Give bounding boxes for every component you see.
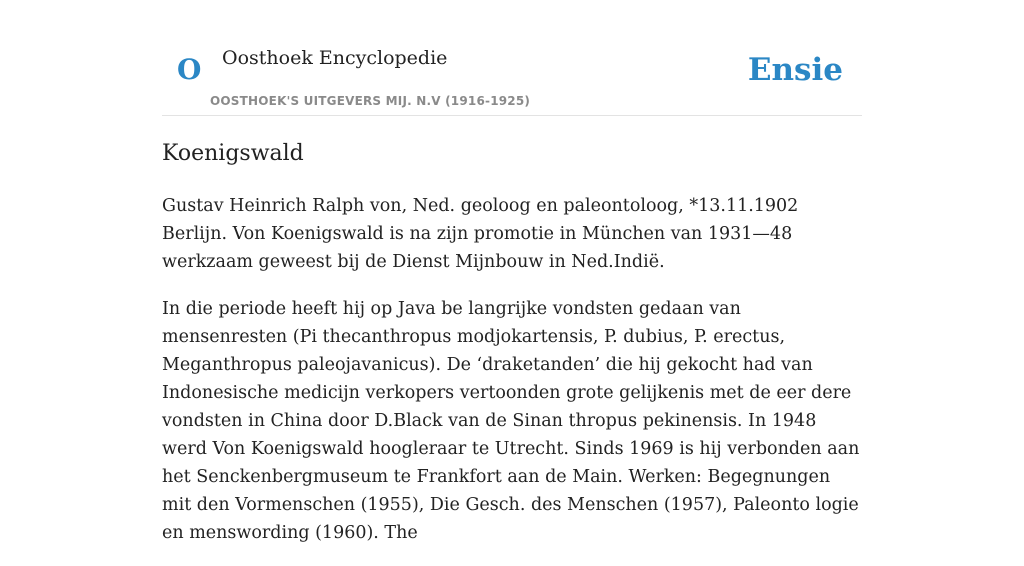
article-paragraph: In die periode heeft hij op Java be langrijke vondsten gedaan van mensenresten (Pi thecanthropus modjokartensis, P. dubius, P. erectus, Meganthropus paleojavanicus). De ‘draketanden’ die hij gekocht had van Indonesische medicijn verkopers vertoonden grote gelijkenis met de eer dere vondsten in China door D.Black van de Sinan thropus pekinensis. In 1948 werd Von Koenigswald hoogleraar te Utrecht. Sinds 1969 is hij verbonden aan het Senckenbergmuseum te Frankfort aan de Main. Werken: Begegnungen mit den Vormenschen (1955), Die Gesch. des Menschen (1957), Paleonto logie en menswording (1960). The <box>162 299 860 543</box>
ensie-brand-logo[interactable]: Ensie <box>747 52 843 88</box>
article-body <box>162 192 862 566</box>
page <box>162 0 862 543</box>
site-title-link[interactable]: Oosthoek Encyclopedie <box>222 47 448 69</box>
site-logo-icon[interactable]: O <box>177 53 202 86</box>
publisher-subtitle: OOSTHOEK'S UITGEVERS MIJ. N.V (1916-1925) <box>210 94 531 108</box>
site-header <box>162 0 862 116</box>
article-title: Koenigswald <box>162 141 304 166</box>
article-paragraph: Gustav Heinrich Ralph von, Ned. geoloog en paleontoloog, *13.11.1902 Berlijn. Von Koenigswald is na zijn promotie in München van 1931—48 werkzaam geweest bij de Dienst Mijnbouw in Ned.Indië. <box>162 196 799 272</box>
